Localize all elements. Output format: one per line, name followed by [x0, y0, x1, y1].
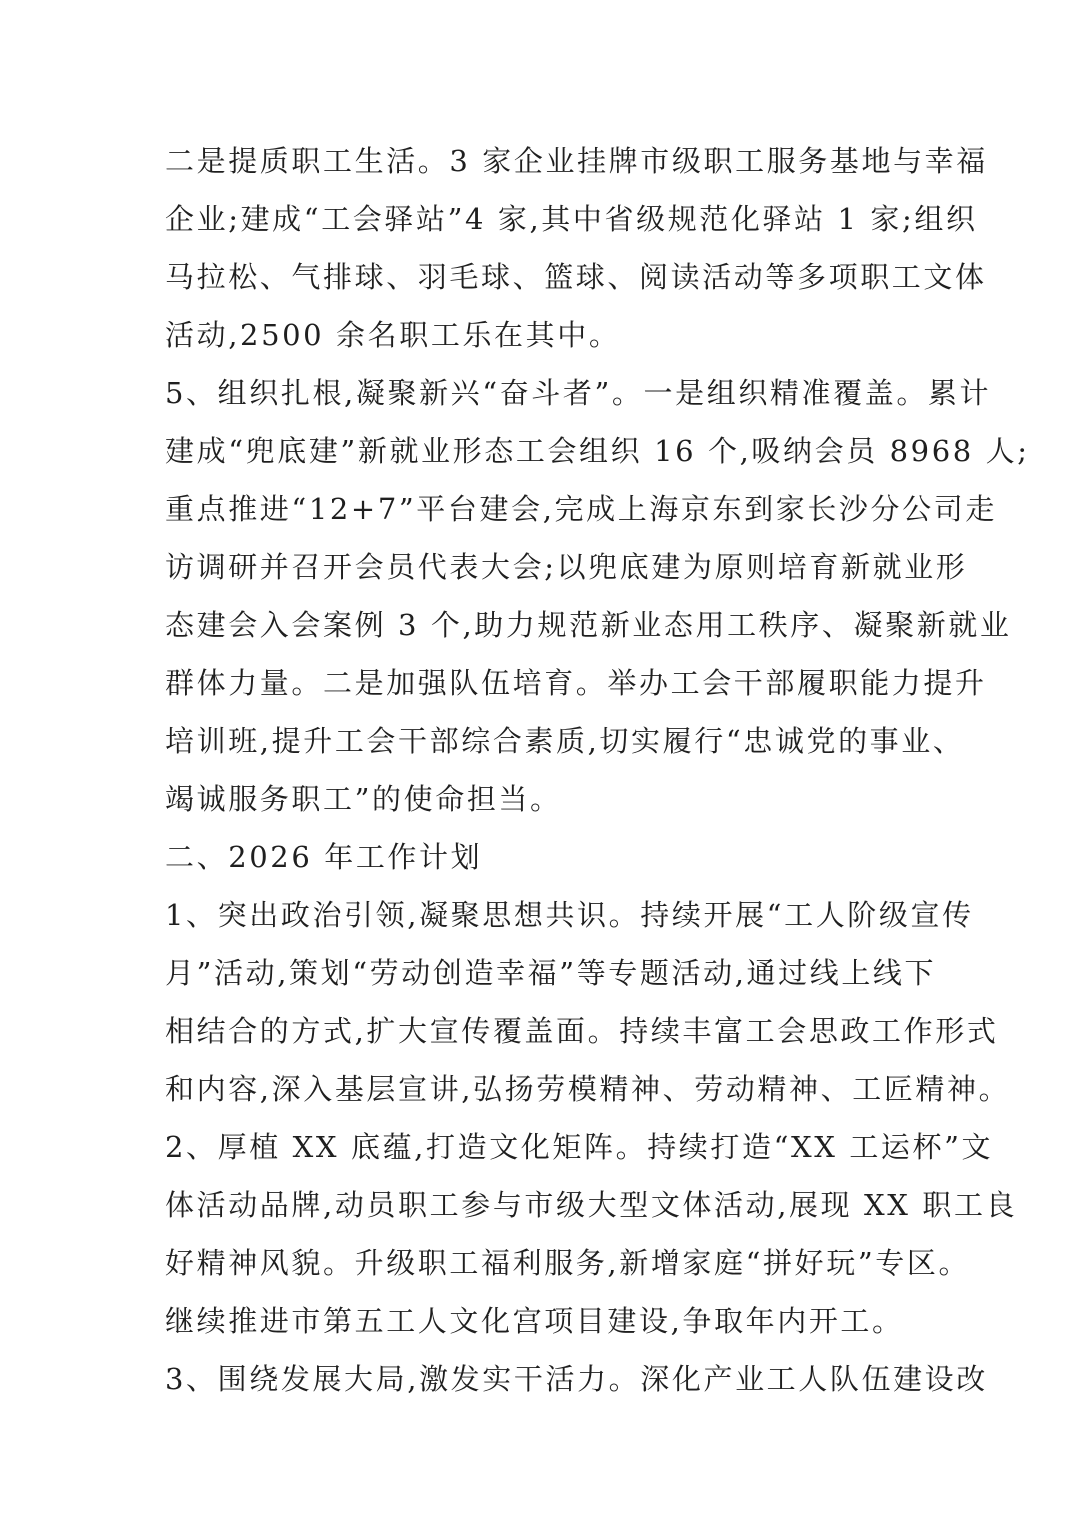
text-line: 5、组织扎根,凝聚新兴“奋斗者”。一是组织精准覆盖。累计: [165, 376, 992, 410]
text-line: 建成“兜底建”新就业形态工会组织 16 个,吸纳会员 8968 人;: [165, 434, 1030, 468]
text-line: 访调研并召开会员代表大会;以兜底建为原则培育新就业形: [165, 550, 968, 584]
text-line: 活动,2500 余名职工乐在其中。: [165, 318, 621, 352]
text-line: 培训班,提升工会干部综合素质,切实履行“忠诚党的事业、: [165, 724, 965, 758]
text-line: 二是提质职工生活。3 家企业挂牌市级职工服务基地与幸福: [165, 144, 988, 178]
text-line: 3、围绕发展大局,激发实干活力。深化产业工人队伍建设改: [165, 1362, 988, 1396]
text-line: 马拉松、气排球、羽毛球、篮球、阅读活动等多项职工文体: [165, 260, 987, 294]
text-line: 2、厚植 XX 底蕴,打造文化矩阵。持续打造“XX 工运杯”文: [165, 1130, 994, 1164]
text-line: 竭诚服务职工”的使命担当。: [165, 782, 562, 816]
text-line: 月”活动,策划“劳动创造幸福”等专题活动,通过线上线下: [165, 956, 937, 990]
text-line: 1、突出政治引领,凝聚思想共识。持续开展“工人阶级宣传: [165, 898, 974, 932]
text-line: 群体力量。二是加强队伍培育。举办工会干部履职能力提升: [165, 666, 987, 700]
text-line: 好精神风貌。升级职工福利服务,新增家庭“拼好玩”专区。: [165, 1246, 971, 1280]
text-line: 和内容,深入基层宣讲,弘扬劳模精神、劳动精神、工匠精神。: [165, 1072, 1011, 1106]
text-line: 体活动品牌,动员职工参与市级大型文体活动,展现 XX 职工良: [165, 1188, 1018, 1222]
text-line: 重点推进“12+7”平台建会,完成上海京东到家长沙分公司走: [165, 492, 997, 526]
section-heading: 二、2026 年工作计划: [165, 840, 483, 874]
text-line: 继续推进市第五工人文化宫项目建设,争取年内开工。: [165, 1304, 904, 1338]
text-line: 态建会入会案例 3 个,助力规范新业态用工秩序、凝聚新就业: [165, 608, 1012, 642]
text-line: 相结合的方式,扩大宣传覆盖面。持续丰富工会思政工作形式: [165, 1014, 999, 1048]
text-line: 企业;建成“工会驿站”4 家,其中省级规范化驿站 1 家;组织: [165, 202, 978, 236]
document-body: [165, 132, 1030, 1408]
